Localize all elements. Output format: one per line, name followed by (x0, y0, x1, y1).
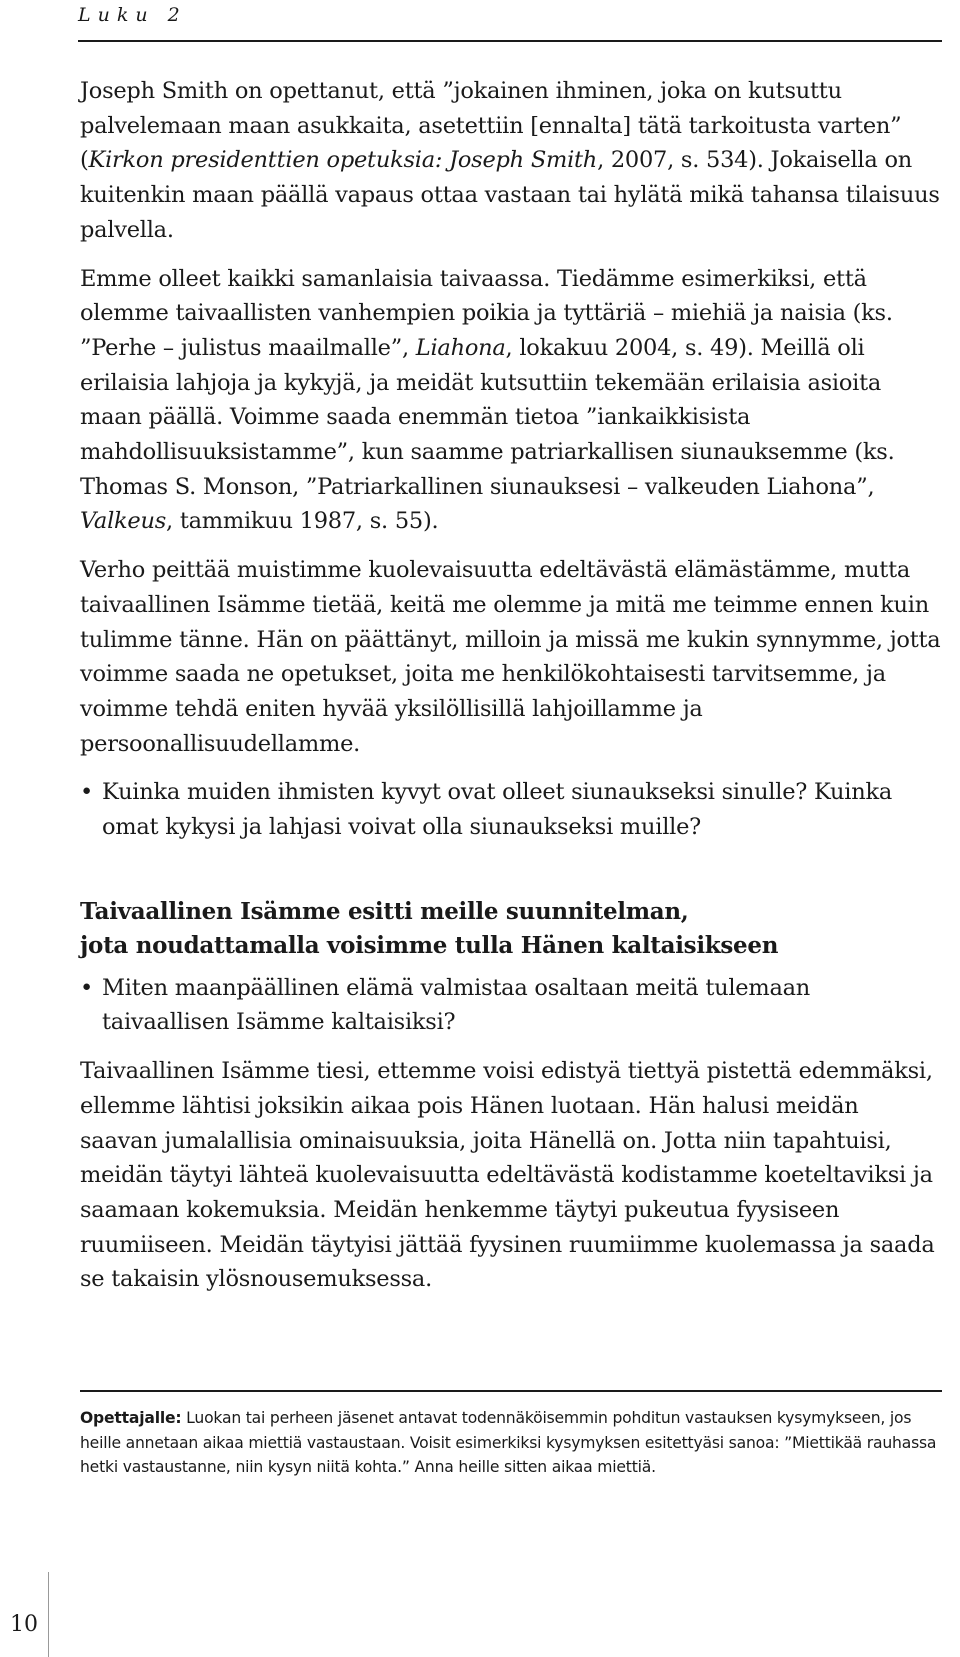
paragraph-1 (80, 74, 942, 248)
header-rule (78, 40, 942, 42)
margin-rule (48, 1572, 49, 1657)
page-number: 10 (10, 1612, 38, 1637)
question-item (80, 775, 942, 844)
paragraph-1-text: Joseph Smith on opettanut, että ”jokainen ihminen, joka on kutsuttu palvelemaan maan asukkaita, asetettiin [ennalta] tätä tarkoitusta varten” ( (80, 78, 902, 174)
paragraph-1-text-cont: , 2007, s. 534). Jokaisella on kuitenkin maan päällä vapaus ottaa vastaan tai hylätä mikä tahansa tilaisuus palvella. (80, 147, 940, 243)
running-head: Luku 2 (78, 4, 187, 26)
paragraph-2-source-valkeus: Valkeus (80, 508, 167, 535)
section-heading (80, 895, 942, 963)
paragraph-2-source-liahona: Liahona (415, 334, 506, 361)
question-text: Kuinka muiden ihmisten kyvyt ovat olleet siunaukseksi sinulle? Kuinka omat kykysi ja lahjasi voivat olla siunaukseksi muille? (102, 779, 893, 841)
teacher-note-label: Opettajalle: (80, 1409, 182, 1427)
teacher-note-text: Luokan tai perheen jäsenet antavat todennäköisemmin pohditun vastauksen kysymykseen, jos heille annetaan aikaa miettiä vastaustaan. Voisit esimerkiksi kysymyksen esitettyäsi sanoa: ”Miettikää rauhassa hetki vastaustanne, niin kysyn niitä kohta.” Anna heille sitten aikaa miettiä. (80, 1409, 937, 1476)
question-item (80, 971, 942, 1040)
bullet-icon: • (80, 974, 94, 1001)
paragraph-3-text: Verho peittää muistimme kuolevaisuutta edeltävästä elämästämme, mutta taivaallinen Isämme tietää, keitä me olemme ja mitä me teimme ennen kuin tulimme tänne. Hän on päättänyt, milloin ja missä me kukin synnymme, jotta voimme saada ne opetukset, joita me henkilökohtaisesti tarvitsemme, ja voimme tehdä eniten hyvää yksilöllisillä lahjoillamme ja persoonallisuudellamme. (80, 557, 941, 757)
paragraph-2-text-cont: , lokakuu 2004, s. 49). Meillä oli erilaisia lahjoja ja kykyjä, ja meidät kutsuttiin tekemään erilaisia asioita maan päällä. Voimme saada enemmän tietoa ”iankaikkisista mahdollisuuksistamme”, kun saamme patriarkallisen siunauksemme (ks. Thomas S. Monson, ”Patriarkallinen siunauksesi – valkeuden Liahona”, (80, 334, 895, 500)
paragraph-2-text-end: , tammikuu 1987, s. 55). (166, 508, 439, 535)
question-list-2 (80, 971, 942, 1040)
paragraph-3 (80, 553, 942, 761)
section-heading-line-1: Taivaallinen Isämme esitti meille suunnitelman, (80, 897, 689, 925)
paragraph-2-text: Emme olleet kaikki samanlaisia taivaassa. Tiedämme esimerkiksi, että olemme taivaallisten vanhempien poikia ja tyttäriä – miehiä ja naisia (ks. ”Perhe – julistus maailmalle”, (80, 265, 893, 361)
section-heading-line-2: jota noudattamalla voisimme tulla Hänen kaltaisikseen (80, 931, 779, 959)
teacher-note (80, 1390, 942, 1480)
question-text: Miten maanpäällinen elämä valmistaa osaltaan meitä tulemaan taivaallisen Isämme kaltaisiksi? (102, 974, 811, 1036)
paragraph-2 (80, 262, 942, 540)
paragraph-4: Taivaallinen Isämme tiesi, ettemme voisi edistyä tiettyä pistettä edemmäksi, ellemme lähtisi joksikin aikaa pois Hänen luotaan. Hän halusi meidän saavan jumalallisia ominaisuuksia, joita Hänellä on. Jotta niin tapahtuisi, meidän täytyi lähteä kuolevaisuutta edeltävästä kodistamme koeteltaviksi ja saamaan kokemuksia. Meidän henkemme täytyi pukeutua fyysiseen ruumiiseen. Meidän täytyisi jättää fyysinen ruumiimme kuolemassa ja saada se takaisin ylösnousemuksessa. (80, 1058, 935, 1293)
question-list-1 (80, 775, 942, 844)
main-content (80, 74, 942, 1311)
bullet-icon: • (80, 779, 94, 806)
paragraph-1-source-title: Kirkon presidenttien opetuksia: Joseph Smith (88, 147, 598, 174)
